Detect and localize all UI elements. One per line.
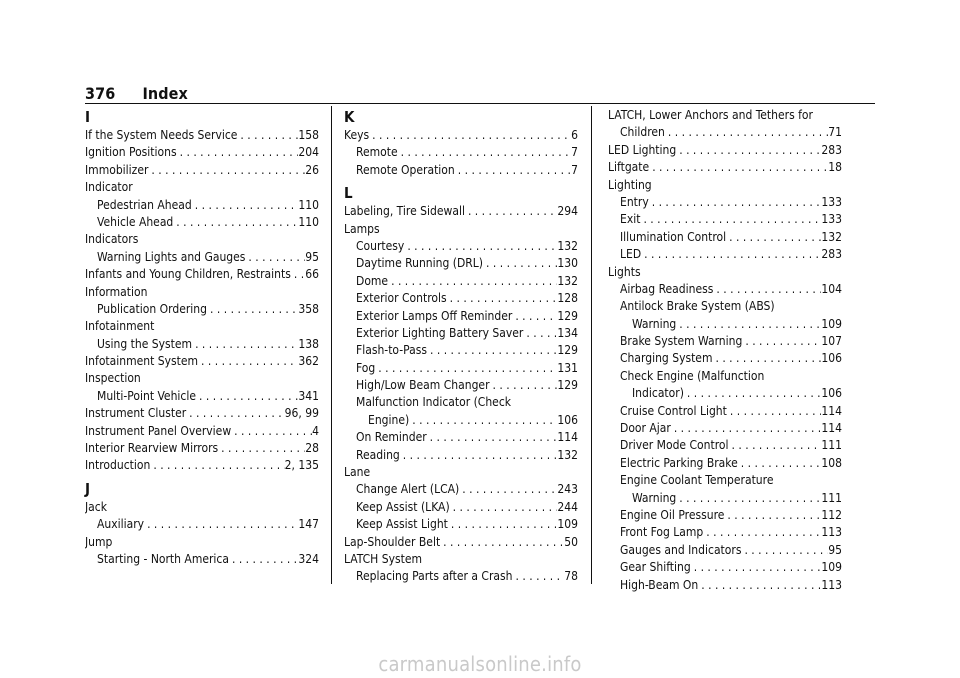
- dot-leader: [448, 516, 557, 533]
- section-letter: K: [344, 108, 355, 126]
- index-entry: [344, 447, 578, 464]
- dot-leader: [192, 336, 298, 353]
- index-heading: [344, 464, 578, 481]
- index-entry: [608, 385, 842, 402]
- entry-term: Lane: [344, 465, 371, 480]
- entry-term: Dome: [356, 273, 389, 288]
- entry-page: 104: [821, 281, 842, 296]
- index-entry: [344, 377, 578, 394]
- entry-term: Gear Shifting: [620, 560, 691, 575]
- dot-leader: [742, 333, 821, 350]
- dot-leader: [741, 542, 828, 559]
- entry-page: 109: [821, 316, 842, 331]
- page-number: 376: [85, 84, 116, 103]
- index-entry: [608, 281, 842, 298]
- entry-page: 114: [821, 403, 842, 418]
- entry-page: 132: [557, 447, 578, 462]
- index-entry: [85, 516, 319, 533]
- entry-page: 50: [564, 534, 578, 549]
- index-entry: [85, 301, 319, 318]
- index-entry: [85, 405, 319, 422]
- index-entry: [344, 203, 578, 220]
- section-letter: L: [344, 184, 353, 203]
- entry-page: 133: [821, 212, 842, 227]
- entry-term: Jump: [85, 534, 113, 549]
- entry-term: On Reminder: [356, 430, 427, 445]
- entry-page: 158: [298, 128, 319, 142]
- entry-page: 7: [571, 162, 578, 177]
- entry-term: LATCH System: [344, 551, 422, 566]
- entry-term: Introduction: [85, 458, 151, 473]
- dot-leader: [483, 255, 557, 272]
- dot-leader: [173, 214, 298, 231]
- section-letter: J: [85, 479, 91, 498]
- index-entry: [85, 423, 319, 440]
- index-entry: [344, 342, 578, 359]
- entry-term: Remote Operation: [356, 162, 455, 177]
- entry-page: 110: [298, 197, 319, 212]
- entry-term: Change Alert (LCA): [356, 482, 460, 497]
- index-entry: [344, 144, 578, 161]
- entry-page: 109: [821, 560, 842, 575]
- entry-page: 130: [557, 256, 578, 271]
- entry-term: Indicators: [85, 232, 139, 247]
- entry-page: 106: [821, 351, 842, 366]
- entry-term: Engine Oil Pressure: [620, 507, 725, 522]
- index-entry: [608, 455, 842, 472]
- dot-leader: [726, 229, 821, 246]
- index-entry: [344, 481, 578, 498]
- entry-page: 2, 135: [284, 458, 319, 473]
- entry-term: Using the System: [97, 336, 193, 351]
- entry-page: 7: [571, 145, 578, 160]
- index-heading: [608, 107, 842, 124]
- entry-page: 243: [557, 482, 578, 497]
- index-entry: [608, 229, 842, 246]
- entry-term: Keys: [344, 128, 370, 142]
- entry-term: LED: [620, 247, 642, 262]
- index-heading: [85, 231, 319, 248]
- entry-page: 112: [821, 507, 842, 522]
- entry-term: Reading: [356, 447, 400, 462]
- entry-term: Exit: [620, 212, 641, 227]
- index-entry: [608, 333, 842, 350]
- index-entry: [608, 559, 842, 576]
- index-column-1: [85, 107, 319, 568]
- dot-leader: [727, 403, 822, 420]
- entry-page: 96, 99: [284, 406, 319, 421]
- index-entry: [344, 499, 578, 516]
- dot-leader: [440, 534, 564, 551]
- entry-page: 106: [557, 412, 578, 427]
- dot-leader: [369, 127, 571, 144]
- index-heading: [608, 298, 842, 315]
- index-entry: [344, 290, 578, 307]
- dot-leader: [291, 266, 305, 283]
- dot-leader: [400, 447, 558, 464]
- entry-page: 111: [821, 438, 842, 453]
- dot-leader: [144, 516, 298, 533]
- entry-page: 362: [298, 354, 319, 369]
- dot-leader: [665, 124, 828, 141]
- entry-term: Publication Ordering: [97, 301, 208, 316]
- index-entry: [85, 249, 319, 266]
- index-entry: [344, 534, 578, 551]
- index-entry: [608, 194, 842, 211]
- dot-leader: [388, 273, 557, 290]
- dot-leader: [640, 211, 821, 228]
- dot-leader: [409, 412, 557, 429]
- index-entry: [608, 577, 842, 594]
- dot-leader: [375, 360, 557, 377]
- entry-page: 138: [298, 336, 319, 351]
- entry-page: 294: [557, 204, 578, 219]
- page-header: [85, 84, 188, 103]
- index-heading: [608, 368, 842, 385]
- index-entry: [344, 412, 578, 429]
- dot-leader: [450, 499, 558, 516]
- dot-leader: [198, 353, 298, 370]
- entry-page: 71: [828, 125, 842, 140]
- entry-page: 244: [557, 499, 578, 514]
- entry-term: Indicator: [85, 180, 133, 195]
- watermark: carmanualsonline.info: [378, 652, 582, 676]
- entry-term: Vehicle Ahead: [97, 214, 174, 229]
- index-entry: [85, 440, 319, 457]
- entry-term: Labeling, Tire Sidewall: [344, 204, 465, 219]
- dot-leader: [447, 290, 558, 307]
- entry-term: Keep Assist Light: [356, 517, 448, 532]
- entry-term: Children: [620, 125, 665, 140]
- entry-term: Inspection: [85, 371, 141, 386]
- entry-page: 109: [557, 517, 578, 532]
- dot-leader: [676, 316, 821, 333]
- entry-term: Fog: [356, 360, 376, 375]
- entry-page: 204: [298, 145, 319, 160]
- entry-page: 132: [557, 238, 578, 253]
- dot-leader: [523, 325, 557, 342]
- index-heading: [344, 394, 578, 411]
- index-entry: [85, 144, 319, 161]
- column-divider: [591, 106, 592, 584]
- dot-leader: [177, 144, 299, 161]
- entry-term: Charging System: [620, 351, 713, 366]
- dot-leader: [455, 162, 571, 179]
- entry-term: Exterior Lamps Off Reminder: [356, 308, 513, 323]
- dot-leader: [676, 142, 821, 159]
- index-heading: [85, 318, 319, 335]
- dot-leader: [459, 481, 557, 498]
- entry-page: 283: [821, 142, 842, 157]
- entry-term: Lap-Shoulder Belt: [344, 534, 441, 549]
- dot-leader: [245, 249, 305, 266]
- entry-page: 113: [821, 525, 842, 540]
- index-entry: [85, 162, 319, 179]
- index-entry: [85, 336, 319, 353]
- entry-term: Check Engine (Malfunction: [620, 368, 765, 383]
- entry-term: Ignition Positions: [85, 145, 177, 160]
- index-entry: [85, 551, 319, 568]
- entry-term: Cruise Control Light: [620, 403, 727, 418]
- entry-term: Interior Rearview Mirrors: [85, 441, 219, 456]
- entry-term: Pedestrian Ahead: [97, 197, 192, 212]
- entry-page: 18: [828, 160, 842, 175]
- index-entry: [344, 325, 578, 342]
- index-entry: [608, 403, 842, 420]
- entry-page: 129: [557, 343, 578, 358]
- index-heading: [85, 179, 319, 196]
- dot-leader: [192, 197, 299, 214]
- dot-leader: [729, 437, 822, 454]
- entry-page: 283: [821, 247, 842, 262]
- dot-leader: [427, 342, 557, 359]
- index-entry: [85, 353, 319, 370]
- index-entry: [344, 273, 578, 290]
- entry-page: 134: [557, 325, 578, 340]
- dot-leader: [218, 440, 305, 457]
- entry-term: Engine): [368, 412, 410, 427]
- dot-leader: [465, 203, 557, 220]
- entry-page: 6: [571, 128, 578, 142]
- column-divider: [331, 106, 332, 584]
- page-title: Index: [142, 84, 188, 103]
- entry-page: 132: [557, 273, 578, 288]
- entry-page: 111: [821, 490, 842, 505]
- dot-leader: [712, 350, 821, 367]
- index-entry: [608, 316, 842, 333]
- index-entry: [344, 255, 578, 272]
- dot-leader: [207, 301, 298, 318]
- index-entry: [85, 197, 319, 214]
- entry-page: 108: [821, 455, 842, 470]
- entry-term: Indicator): [632, 386, 684, 401]
- entry-term: Front Fog Lamp: [620, 525, 704, 540]
- dot-leader: [676, 490, 821, 507]
- entry-term: Illumination Control: [620, 229, 727, 244]
- entry-term: Warning Lights and Gauges: [97, 249, 246, 264]
- index-entry: [344, 127, 578, 144]
- dot-leader: [513, 568, 565, 585]
- entry-term: High/Low Beam Changer: [356, 378, 490, 393]
- entry-term: Jack: [85, 499, 107, 514]
- index-entry: [608, 124, 842, 141]
- entry-term: Antilock Brake System (ABS): [620, 299, 775, 314]
- dot-leader: [490, 377, 558, 394]
- index-entry: [608, 246, 842, 263]
- dot-leader: [649, 159, 828, 176]
- dot-leader: [148, 162, 305, 179]
- dot-leader: [724, 507, 821, 524]
- index-entry: [85, 388, 319, 405]
- entry-term: If the System Needs Service: [85, 128, 238, 142]
- index-entry: [608, 211, 842, 228]
- index-entry: [85, 457, 319, 474]
- index-entry: [85, 214, 319, 231]
- dot-leader: [196, 388, 298, 405]
- entry-page: 110: [298, 214, 319, 229]
- entry-term: LED Lighting: [608, 142, 677, 157]
- entry-page: 95: [828, 542, 842, 557]
- entry-term: Door Ajar: [620, 421, 671, 436]
- dot-leader: [738, 455, 822, 472]
- entry-term: Auxiliary: [97, 517, 145, 532]
- index-entry: [344, 308, 578, 325]
- entry-term: Brake System Warning: [620, 334, 743, 349]
- dot-leader: [671, 420, 822, 437]
- dot-leader: [186, 405, 285, 422]
- entry-term: Lighting: [608, 177, 652, 192]
- entry-page: 341: [298, 388, 319, 403]
- entry-term: Remote: [356, 145, 398, 160]
- entry-term: Courtesy: [356, 238, 405, 253]
- entry-term: Exterior Lighting Battery Saver: [356, 325, 524, 340]
- index-heading: [344, 551, 578, 568]
- dot-leader: [231, 423, 312, 440]
- dot-leader: [713, 281, 821, 298]
- index-entry: [608, 350, 842, 367]
- entry-term: Exterior Controls: [356, 291, 447, 306]
- dot-leader: [229, 551, 298, 568]
- index-heading: [608, 264, 842, 281]
- entry-page: 26: [305, 162, 319, 177]
- index-entry: [608, 437, 842, 454]
- index-entry: [608, 142, 842, 159]
- entry-term: Driver Mode Control: [620, 438, 729, 453]
- entry-term: Keep Assist (LKA): [356, 499, 450, 514]
- dot-leader: [398, 144, 572, 161]
- entry-page: 95: [305, 249, 319, 264]
- index-column-2: [344, 107, 578, 586]
- entry-term: Instrument Panel Overview: [85, 423, 232, 438]
- entry-term: Electric Parking Brake: [620, 455, 738, 470]
- index-heading: [85, 370, 319, 387]
- entry-term: Immobilizer: [85, 162, 149, 177]
- entry-page: 66: [305, 267, 319, 282]
- dot-leader: [703, 524, 821, 541]
- entry-term: High-Beam On: [620, 577, 699, 592]
- index-entry: [85, 266, 319, 283]
- entry-page: 28: [305, 441, 319, 456]
- entry-term: Lamps: [344, 221, 380, 236]
- entry-page: 114: [557, 430, 578, 445]
- entry-page: 132: [821, 229, 842, 244]
- index-entry: [344, 360, 578, 377]
- header-rule: [85, 103, 875, 104]
- entry-page: 133: [821, 194, 842, 209]
- section-letter: I: [85, 108, 91, 126]
- index-heading: [608, 177, 842, 194]
- index-entry: [344, 568, 578, 585]
- entry-term: Replacing Parts after a Crash: [356, 569, 513, 584]
- entry-term: Liftgate: [608, 160, 650, 175]
- entry-page: 113: [821, 577, 842, 592]
- index-entry: [608, 542, 842, 559]
- entry-term: Gauges and Indicators: [620, 542, 742, 557]
- index-heading: [85, 534, 319, 551]
- entry-term: Instrument Cluster: [85, 406, 187, 421]
- entry-page: 131: [557, 360, 578, 375]
- entry-term: LATCH, Lower Anchors and Tethers for: [608, 108, 813, 122]
- dot-leader: [150, 457, 284, 474]
- entry-term: Infants and Young Children, Restraints: [85, 267, 291, 282]
- index-heading: [85, 499, 319, 516]
- entry-page: 114: [821, 421, 842, 436]
- entry-page: 78: [564, 569, 578, 584]
- dot-leader: [649, 194, 822, 211]
- entry-term: Airbag Readiness: [620, 281, 714, 296]
- entry-term: Entry: [620, 194, 649, 209]
- index-heading: [344, 221, 578, 238]
- dot-leader: [684, 385, 821, 402]
- dot-leader: [404, 238, 557, 255]
- entry-page: 129: [557, 308, 578, 323]
- index-entry: [608, 159, 842, 176]
- index-entry: [608, 490, 842, 507]
- index-heading: [85, 284, 319, 301]
- entry-term: Information: [85, 284, 148, 299]
- dot-leader: [512, 308, 557, 325]
- entry-term: Warning: [632, 316, 677, 331]
- entry-term: Flash-to-Pass: [356, 343, 427, 358]
- entry-page: 128: [557, 291, 578, 306]
- entry-term: Warning: [632, 490, 677, 505]
- index-entry: [344, 162, 578, 179]
- entry-term: Malfunction Indicator (Check: [356, 395, 512, 410]
- index-entry: [344, 238, 578, 255]
- entry-term: Engine Coolant Temperature: [620, 473, 774, 488]
- entry-page: 107: [821, 334, 842, 349]
- index-column-3: [608, 107, 842, 594]
- entry-term: Lights: [608, 264, 641, 279]
- entry-page: 324: [298, 551, 319, 566]
- entry-page: 106: [821, 386, 842, 401]
- dot-leader: [691, 559, 822, 576]
- dot-leader: [237, 127, 298, 144]
- index-entry: [608, 420, 842, 437]
- dot-leader: [427, 429, 558, 446]
- index-entry: [344, 516, 578, 533]
- entry-term: Infotainment: [85, 319, 155, 334]
- entry-term: Daytime Running (DRL): [356, 256, 484, 271]
- entry-page: 147: [298, 517, 319, 532]
- index-entry: [344, 429, 578, 446]
- entry-term: Multi-Point Vehicle: [97, 388, 196, 403]
- entry-page: 129: [557, 378, 578, 393]
- index-heading: [608, 472, 842, 489]
- entry-page: 4: [312, 423, 319, 438]
- entry-term: Infotainment System: [85, 354, 199, 369]
- entry-page: 358: [298, 301, 319, 316]
- index-entry: [608, 507, 842, 524]
- index-entry: [608, 524, 842, 541]
- entry-term: Starting - North America: [97, 551, 229, 566]
- index-entry: [85, 127, 319, 144]
- dot-leader: [698, 577, 821, 594]
- dot-leader: [641, 246, 821, 263]
